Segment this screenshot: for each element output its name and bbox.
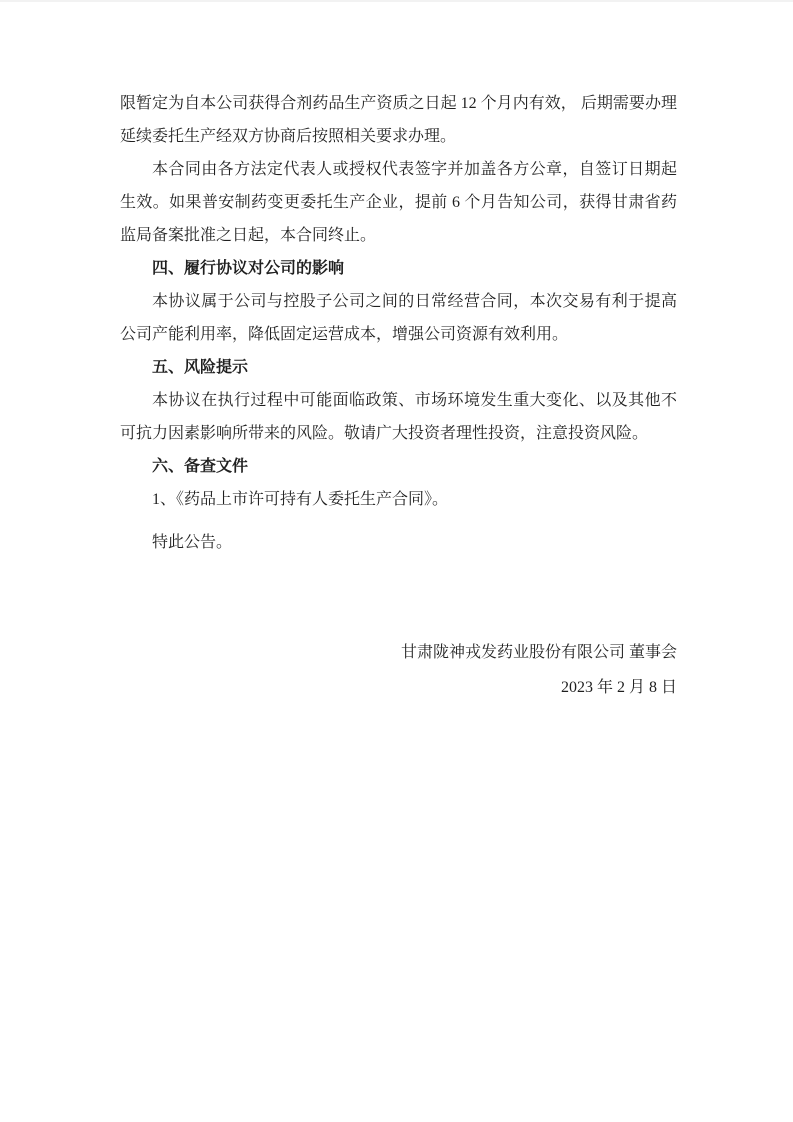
- body-paragraph-impact: 本协议属于公司与控股子公司之间的日常经营合同，本次交易有利于提高公司产能利用率，降低固定运营成本，增强公司资源有效利用。: [120, 293, 677, 343]
- section-heading-impact: 四、履行协议对公司的影响: [152, 260, 345, 277]
- section-heading-risk: 五、风险提示: [152, 359, 249, 376]
- signature-company-board: 甘肃陇神戎发药业股份有限公司 董事会: [400, 644, 677, 661]
- body-paragraph-reference-document-item: 1、《药品上市许可持有人委托生产合同》。: [152, 491, 449, 508]
- document-body: [120, 87, 677, 704]
- announcement-date: 2023 年 2 月 8 日: [560, 679, 677, 696]
- scan-edge-artifact: [0, 0, 793, 2]
- body-paragraph-risk: 本协议在执行过程中可能面临政策、市场环境发生重大变化、以及其他不可抗力因素影响所带来的风险。敬请广大投资者理性投资，注意投资风险。: [120, 392, 677, 442]
- section-heading-reference-documents: 六、备查文件: [152, 458, 249, 475]
- body-paragraph-contract-effect: 本合同由各方法定代表人或授权代表签字并加盖各方公章，自签订日期起生效。如果普安制药变更委托生产企业，提前 6 个月告知公司，获得甘肃省药监局备案批准之日起，本合同终止。: [120, 161, 677, 244]
- body-paragraph-continuation: 限暂定为自本公司获得合剂药品生产资质之日起 12 个月内有效， 后期需要办理延续委托生产经双方协商后按照相关要求办理。: [120, 95, 677, 145]
- closing-statement: 特此公告。: [152, 534, 233, 551]
